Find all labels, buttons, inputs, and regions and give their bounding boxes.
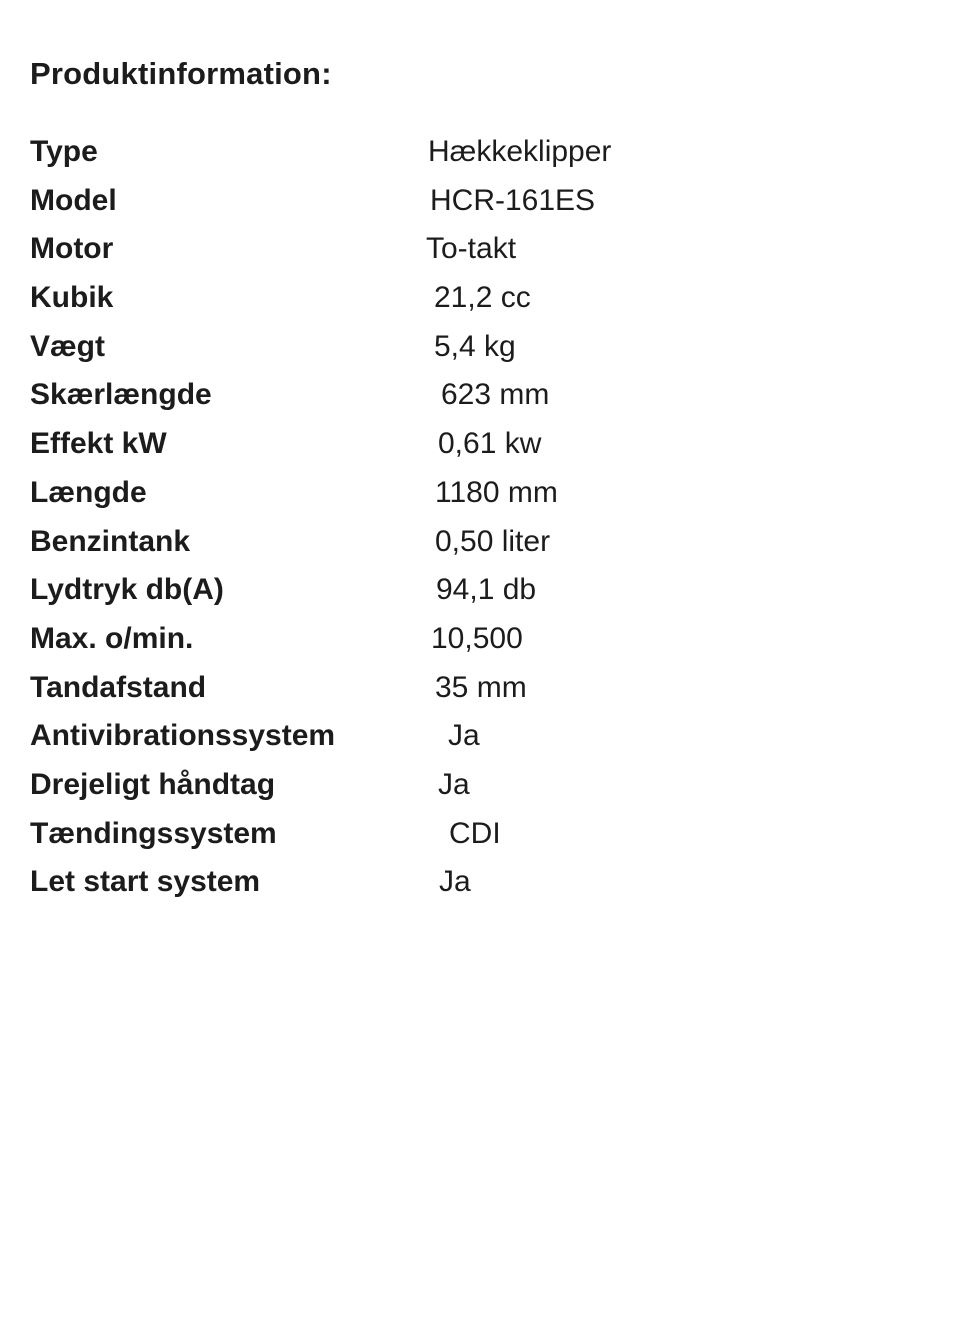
spec-row-kubik [30, 274, 930, 323]
spec-value: 1180 mm [435, 475, 558, 509]
spec-row-vaegt [30, 323, 930, 372]
spec-label: Drejeligt håndtag [30, 767, 276, 801]
spec-value: HCR-161ES [430, 183, 596, 217]
spec-value: 35 mm [435, 670, 527, 704]
spec-row-skaerlaengde [30, 371, 930, 420]
page-title: Produktinformation: [30, 56, 332, 91]
spec-row-drejeligt-handtag [30, 761, 930, 810]
spec-row-motor [30, 225, 930, 274]
spec-value: 0,61 kw [438, 427, 542, 461]
spec-row-tandafstand [30, 664, 930, 713]
spec-label: Let start system [30, 865, 261, 899]
spec-label: Vægt [30, 329, 105, 363]
spec-row-antivibration [30, 712, 930, 761]
spec-label: Tandafstand [30, 670, 207, 704]
spec-label: Motor [30, 232, 114, 266]
spec-row-type [30, 128, 930, 177]
spec-row-model [30, 177, 930, 226]
spec-value: 5,4 kg [434, 329, 516, 363]
spec-value: CDI [449, 816, 501, 850]
spec-value: 94,1 db [436, 573, 537, 607]
spec-value: 21,2 cc [434, 281, 531, 315]
spec-label: Type [30, 135, 98, 168]
spec-row-effekt [30, 420, 930, 469]
spec-label: Lydtryk db(A) [30, 573, 224, 607]
spec-label: Model [30, 183, 117, 217]
spec-value: Ja [439, 865, 471, 899]
spec-value: To-takt [426, 232, 517, 266]
spec-value: Ja [448, 719, 480, 753]
spec-row-max-omin [30, 615, 930, 664]
spec-label: Skærlængde [30, 378, 212, 412]
spec-label: Effekt kW [30, 427, 167, 461]
spec-row-taendingssystem [30, 810, 930, 859]
spec-label: Benzintank [30, 524, 191, 558]
spec-value: Ja [438, 767, 470, 801]
spec-label: Længde [30, 475, 147, 509]
spec-row-let-start [30, 858, 930, 907]
spec-row-benzintank [30, 518, 930, 567]
spec-label: Kubik [30, 281, 114, 315]
spec-value: 10,500 [431, 621, 523, 655]
spec-value: 623 mm [441, 378, 550, 412]
spec-table [30, 128, 930, 907]
spec-value: 0,50 liter [435, 524, 551, 558]
spec-row-laengde [30, 469, 930, 518]
spec-label: Tændingssystem [30, 816, 277, 850]
spec-row-lydtryk [30, 566, 930, 615]
spec-value: Hækkeklipper [428, 135, 612, 168]
spec-label: Max. o/min. [30, 621, 194, 655]
spec-label: Antivibrationssystem [30, 719, 336, 753]
